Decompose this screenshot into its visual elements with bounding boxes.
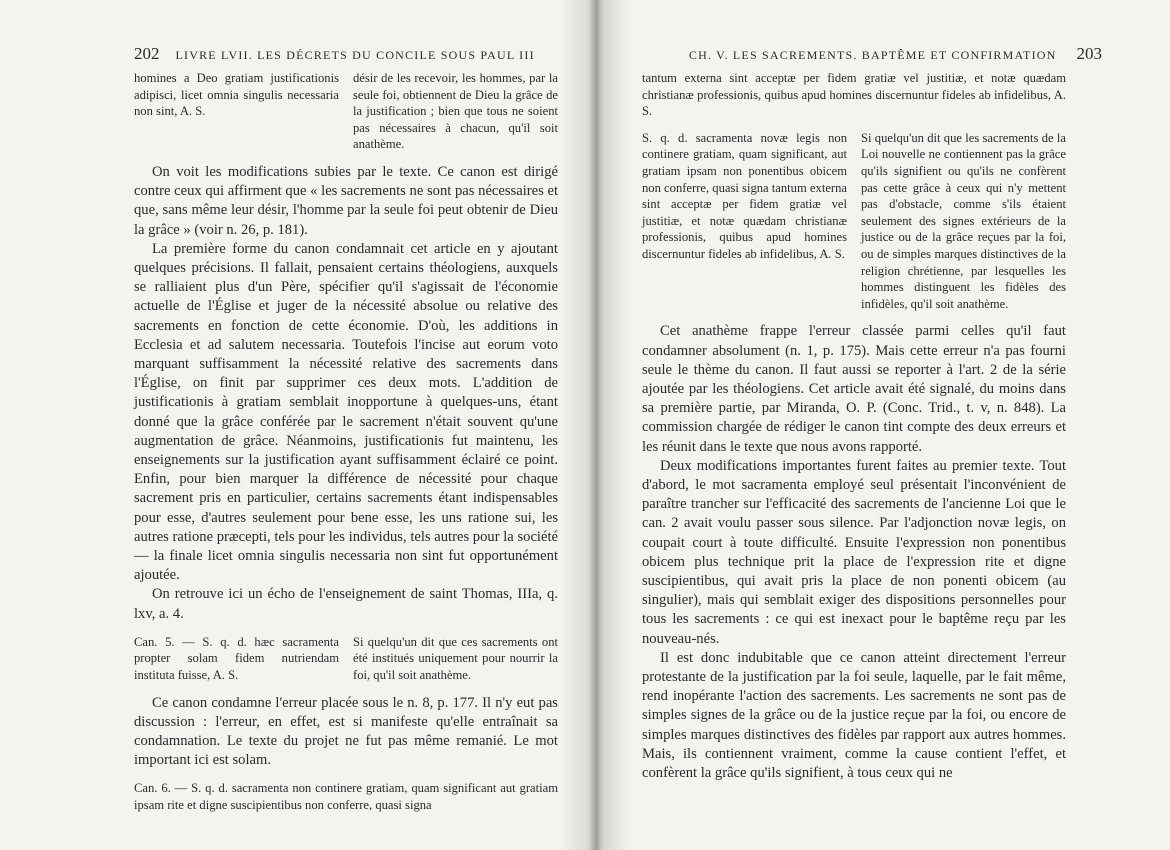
canon-7-latin: S. q. d. sacramenta novæ legis non continere gratiam, quam significant, aut gratiam ipsam non ponentibus obicem non conferre, quasi signa tantum externa sint acceptæ per fidem gratiæ vel justitiæ, et notæ quædam christianæ professionis, quibus apud homines discernuntur fideles ab infidelibus, A. S. [642,130,847,261]
right-paragraph-2: Deux modifications importantes furent faites au premier texte. Tout d'abord, le mot sacramenta employé seul présentait l'inconvénient de paraître trancher sur l'efficacité des sacrements de l'ancienne Loi que le can. 2 avait voulu passer sous silence. Par l'adjonction novæ legis, on coupait court à toute difficulté. Ensuite l'expression non ponentibus obicem plus technique prit la place de l'expression rite et digne suscipientibus, qui avait pris la place de non ponenti obicem (au singulier), mais qui semblait exiger des dispositions personnelles pour tous les sacrements : ce qui est inexact pour le baptême reçu par les nouveau-nés. [642,457,1066,647]
left-paragraph-1: On voit les modifications subies par le texte. Ce canon est dirigé contre ceux qui affirment que « les sacrements ne sont pas nécessaires et que, sans même leur désir, l'homme par la seule foi peut obtenir de Dieu la grâce » (voir n. 26, p. 181). [134,163,558,238]
right-paragraph-3: Il est donc indubitable que ce canon atteint directement l'erreur protestante de la justification par la foi seule, laquelle, par le fait même, rend inopérante l'action des sacrements. Les sacrements ne sont pas de simples signes de la grâce ou de la justice reçue par la foi, ou encore de simples marques distinctives des fidèles par rapport aux autres hommes. Mais, ils contiennent vraiment, comme la cause contient l'effet, et confèrent la grâce qu'ils signifient, à tous ceux qui ne [642,649,1066,781]
right-running-head [678,44,1102,64]
left-paragraph-4: Ce canon condamne l'erreur placée sous le n. 8, p. 177. Il n'y eut pas discussion : l'erreur, en effet, est si manifeste qu'elle entraînait sa condamnation. Le texte du projet ne fut pas même remanié. Le mot important ici est solam. [134,694,558,769]
canon-6-latin-continued: tantum externa sint acceptæ per fidem gratiæ vel justitiæ, et notæ quædam christianæ professionis, quibus apud homines discernuntur fideles ab infidelibus, A. S. [642,71,1066,119]
right-page-body [642,70,1066,783]
canon-6-latin-start: Can. 6. — S. q. d. sacramenta non continere gratiam, quam significant aut gratiam ipsam rite et digne suscipientibus non conferre, quasi signa [134,781,558,813]
right-paragraph-1: Cet anathème frappe l'erreur classée parmi celles qu'il faut condamner absolument (n. 1, p. 175). Mais cette erreur n'a pas fourni seule le thème du canon. Il faut aussi se reporter à l'art. 2 de la série ajoutée par les théologiens. Cet article avait été signalé, du moins dans sa première partie, par Miranda, O. P. (Conc. Trid., t. v, n. 848). La commission chargée de rédiger le canon tint compte des deux erreurs et les réunit dans le texte que nous avons rapporté. [642,323,1066,455]
canon-4-end [134,70,558,153]
left-page-number: 202 [134,44,160,63]
right-page [598,0,1170,850]
canon-4-latin-end: homines a Deo gratiam justificationis adipisci, licet omnia singulis necessaria non sint, A. S. [134,71,339,119]
right-page-number: 203 [1076,44,1102,63]
left-running-head-text: LIVRE LVII. LES DÉCRETS DU CONCILE SOUS PAUL III [175,48,535,62]
canon-4-french-end: désir de les recevoir, les hommes, par la seule foi, obtiennent de Dieu la grâce de la justification ; bien que tous ne soient pas nécessaires à chacun, qu'il soit anathème. [353,71,558,152]
canon-7-french: Si quelqu'un dit que les sacrements de la Loi nouvelle ne contiennent pas la grâce qu'ils signifient ou qu'ils ne confèrent pas cette grâce à ceux qui n'y mettent pas d'obstacle, comme s'ils étaient seulement des signes extérieurs de la justice ou de la grâce reçues par la foi, ou de simples marques distinctives de la religion chrétienne, par lesquelles les hommes distinguent les fidèles des infidèles, qu'il soit anathème. [861,130,1066,311]
canon-5-latin: Can. 5. — S. q. d. hæc sacramenta propter solam fidem nutriendam instituta fuisse, A. S. [134,634,339,683]
canon-5 [134,634,558,684]
left-paragraph-3: On retrouve ici un écho de l'enseignement de saint Thomas, IIIa, q. lxv, a. 4. [134,586,558,622]
left-paragraph-2: La première forme du canon condamnait cet article en y ajoutant quelques précisions. Il fallait, pensaient certains théologiens, auxquels se ralliaient plus d'un Père, spécifier qu'il s'agissait de l'économie actuelle de l'Église et juger de la nécessité absolue ou relative des sacrements en fonction de cette économie. D'où, les additions in Ecclesia et ad salutem necessaria. Toutefois l'incise aut eorum voto marquant suffisamment la nécessité relative des sacrements dans l'Église, on finit par supprimer ces deux mots. L'addition de justificationis à gratiam semblait inopportune à quelques-uns, étant donné que la grâce conférée par le sacrement n'était souvent qu'une augmentation de grâce. Néanmoins, justificationis fut maintenu, les enseignements sur la justification ayant suffisamment éclairé ce point. Enfin, pour bien marquer la différence de nécessité pour chaque sacrement pris en particulier, certains sacrements étant indispensables pour esse, d'autres seulement pour bene esse, les uns ratione sui, les autres ratione præcepti, tels pour les individus, tels autres pour la société — la finale licet omnia singulis necessaria non sint fut opportunément ajoutée. [134,240,558,584]
left-running-head [134,44,558,64]
left-page-body [134,70,558,814]
canon-7 [642,130,1066,313]
canon-5-french: Si quelqu'un dit que ces sacrements ont été institués uniquement pour nourrir la foi, qu'il soit anathème. [353,634,558,683]
right-running-head-text: CH. V. LES SACREMENTS. BAPTÊME ET CONFIRMATION [688,48,1057,62]
